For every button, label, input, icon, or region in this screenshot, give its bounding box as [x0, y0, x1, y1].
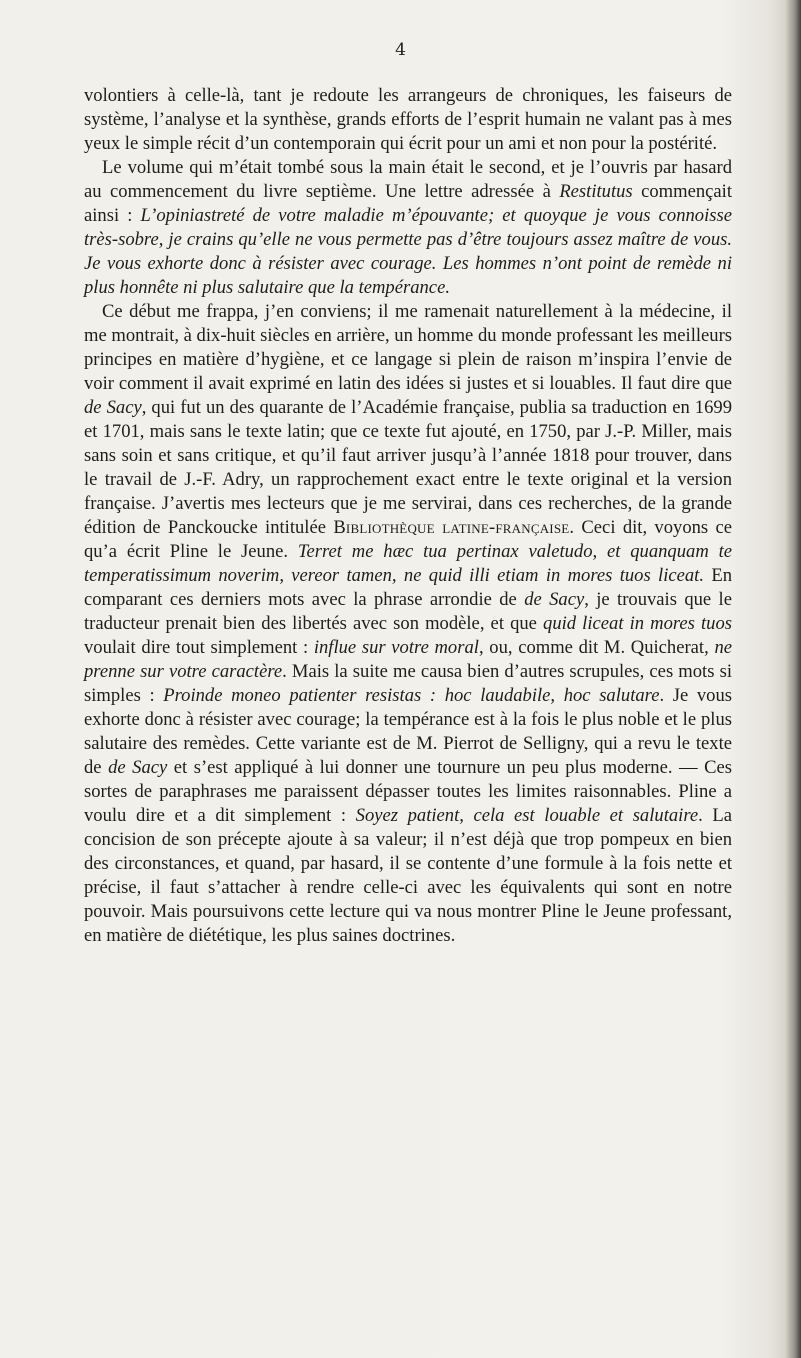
italic-name: de Sacy: [108, 757, 168, 778]
text-run: . Mais la suite me causa bien d’autres scrupules, ces mots si simples :: [84, 661, 732, 706]
small-caps-title: Bibliothèque latine-française: [333, 517, 570, 538]
italic-name: de Sacy: [84, 397, 142, 418]
italic-phrase: Soyez patient, cela est louable et salutaire: [355, 805, 699, 826]
text-run: , je trouvais que le traducteur prenait bien des libertés avec son modèle, et que: [84, 589, 732, 634]
text-run: , qui fut un des quarante de l’Académie française, publia sa traduction en 1699 et 1701, mais sans le texte latin; que ce texte fut ajouté, en 1750, par J.-P. Miller, mais sans soin et sans critique, et qu’il faut arriver jusqu’à l’année 1818 pour trouver, dans le travail de J.-F. Adry, un rapprochement exact entre le texte original et la version française. J’avertis mes lecteurs que je me servirai, dans ces recherches, de la grande édition de Panckoucke intitulée: [84, 397, 732, 538]
italic-quotation: L’opiniastreté de votre maladie m’épouvante; et quoyque je vous connoisse très-sobre, je crains qu’elle ne vous permette pas d’être toujours assez maître de vous. Je vous exhorte donc à résister avec courage. Les hommes n’ont point de remède ni plus honnête ni plus salutaire que la tempérance.: [84, 205, 732, 298]
text-run: Le volume qui m’était tombé sous la main était le second, et je l’ouvris par hasard au commencement du livre septième. Une lettre adressée à: [84, 157, 732, 202]
paragraph-3: [84, 300, 732, 948]
text-run: . Je vous exhorte donc à résister avec courage; la tempérance est à la fois le plus noble et le plus salutaire des remèdes. Cette variante est de M. Pierrot de Selligny, qui a revu le texte de: [84, 685, 733, 778]
text-run: . La concision de son précepte ajoute à sa valeur; il n’est déjà que trop pompeux en bien des circonstances, et quand, par hasard, il se contente d’une formule à la fois nette et précise, il faut s’attacher à rendre celle-ci avec les équivalents qui sont en notre pouvoir. Mais poursuivons cette lecture qui va nous montrer Pline le Jeune professant, en matière de diététique, les plus saines doctrines.: [84, 805, 732, 946]
text-run: et s’est appliqué à lui donner une tournure un peu plus moderne. — Ces sortes de paraphrases me paraissent dépasser toutes les limites raisonnables. Pline a voulu dire et a dit simplement :: [84, 757, 732, 826]
text-run: En comparant ces derniers mots avec la phrase arrondie de: [84, 565, 732, 610]
italic-name: de Sacy: [524, 589, 585, 610]
page-number: 4: [395, 40, 406, 60]
italic-latin: quid liceat in mores tuos: [543, 613, 732, 634]
page-edge-shadow: [785, 0, 801, 1358]
paragraph-1: volontiers à celle-là, tant je redoute les arrangeurs de chroniques, les faiseurs de système, l’analyse et la synthèse, grands efforts de l’esprit humain ne valant pas à mes yeux le simple récit d’un contemporain qui écrit pour un ami et non pour la postérité.: [84, 85, 732, 154]
italic-name: Restitutus: [559, 181, 633, 202]
italic-phrase: influe sur votre moral: [313, 637, 479, 658]
italic-latin: Proinde moneo patienter resistas : hoc laudabile, hoc salutare: [163, 685, 660, 706]
text-run: , ou, comme dit M. Quicherat,: [478, 637, 715, 658]
text-run: commençait ainsi :: [84, 181, 732, 226]
italic-phrase: ne prenne sur votre caractère: [84, 637, 732, 682]
text-run: voulait dire tout simplement :: [84, 637, 314, 658]
text-run: . Ceci dit, voyons ce qu’a écrit Pline le Jeune.: [84, 517, 732, 562]
italic-latin-quotation: Terret me hæc tua pertinax valetudo, et quanquam te temperatissimum noverim, vereor tamen, ne quid illi etiam in mores tuos liceat.: [84, 541, 733, 586]
text-run: Ce début me frappa, j’en conviens; il me ramenait naturellement à la médecine, il me montrait, à dix-huit siècles en arrière, un homme du monde professant les meilleurs principes en matière d’hygiène, et ce langage si plein de raison m’inspira l’envie de voir comment il avait exprimé en latin des idées si justes et si louables. Il faut dire que: [84, 301, 733, 394]
body-text: [84, 84, 732, 948]
paragraph-2: [84, 156, 732, 300]
